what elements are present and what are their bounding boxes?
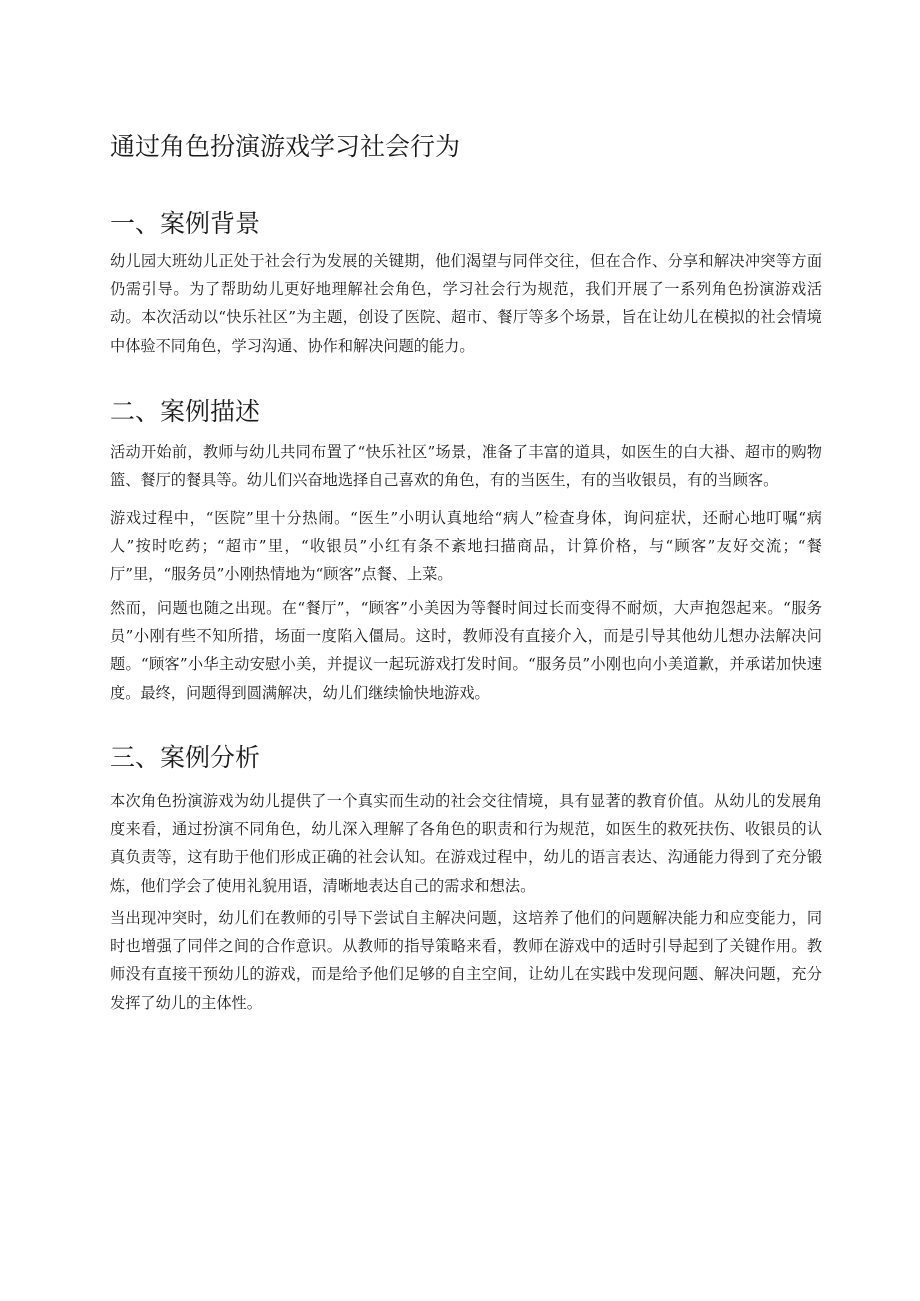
paragraph-description-3: 然而，问题也随之出现。在“餐厅”，“顾客”小美因为等餐时间过长而变得不耐烦，大声抱怨起来。“服务员”小刚有些不知所措，场面一度陷入僵局。这时，教师没有直接介入，而是引导其他幼儿想办法解决问题。“顾客”小华主动安慰小美，并提议一起玩游戏打发时间。“服务员”小刚也向小美道歉，并承诺加快速度。最终，问题得到圆满解决，幼儿们继续愉快地游戏。 bbox=[110, 599, 822, 702]
paragraph-description-1: 活动开始前，教师与幼儿共同布置了“快乐社区”场景，准备了丰富的道具，如医生的白大褂、超市的购物篮、餐厅的餐具等。幼儿们兴奋地选择自己喜欢的角色，有的当医生，有的当收银员，有的当顾客。 bbox=[110, 443, 822, 490]
section-heading-analysis: 三、案例分析 bbox=[110, 743, 261, 772]
paragraph-analysis-2: 当出现冲突时，幼儿们在教师的引导下尝试自主解决问题，这培养了他们的问题解决能力和应变能力，同时也增强了同伴之间的合作意识。从教师的指导策略来看，教师在游戏中的适时引导起到了关键作用。教师没有直接干预幼儿的游戏，而是给予他们足够的自主空间，让幼儿在实践中发现问题、解决问题，充分发挥了幼儿的主体性。 bbox=[110, 909, 822, 1012]
paragraph-background: 幼儿园大班幼儿正处于社会行为发展的关键期，他们渴望与同伴交往，但在合作、分享和解决冲突等方面仍需引导。为了帮助幼儿更好地理解社会角色，学习社会行为规范，我们开展了一系列角色扮演游戏活动。本次活动以“快乐社区”为主题，创设了医院、超市、餐厅等多个场景，旨在让幼儿在模拟的社会情境中体验不同角色，学习沟通、协作和解决问题的能力。 bbox=[110, 252, 822, 355]
paragraph-description-2: 游戏过程中，“医院”里十分热闹。“医生”小明认真地给“病人”检查身体，询问症状，还耐心地叮嘱“病人”按时吃药；“超市”里，“收银员”小红有条不紊地扫描商品，计算价格，与“顾客”友好交流；“餐厅”里，“服务员”小刚热情地为“顾客”点餐、上菜。 bbox=[110, 509, 822, 584]
section-heading-description: 二、案例描述 bbox=[110, 397, 261, 426]
section-heading-background: 一、案例背景 bbox=[110, 209, 261, 238]
document-title: 通过角色扮演游戏学习社会行为 bbox=[110, 132, 461, 161]
paragraph-analysis-1: 本次角色扮演游戏为幼儿提供了一个真实而生动的社会交往情境，具有显著的教育价值。从幼儿的发展角度来看，通过扮演不同角色，幼儿深入理解了各角色的职责和行为规范，如医生的救死扶伤、收银员的认真负责等，这有助于他们形成正确的社会认知。在游戏过程中，幼儿的语言表达、沟通能力得到了充分锻炼，他们学会了使用礼貌用语，清晰地表达自己的需求和想法。 bbox=[110, 792, 822, 895]
